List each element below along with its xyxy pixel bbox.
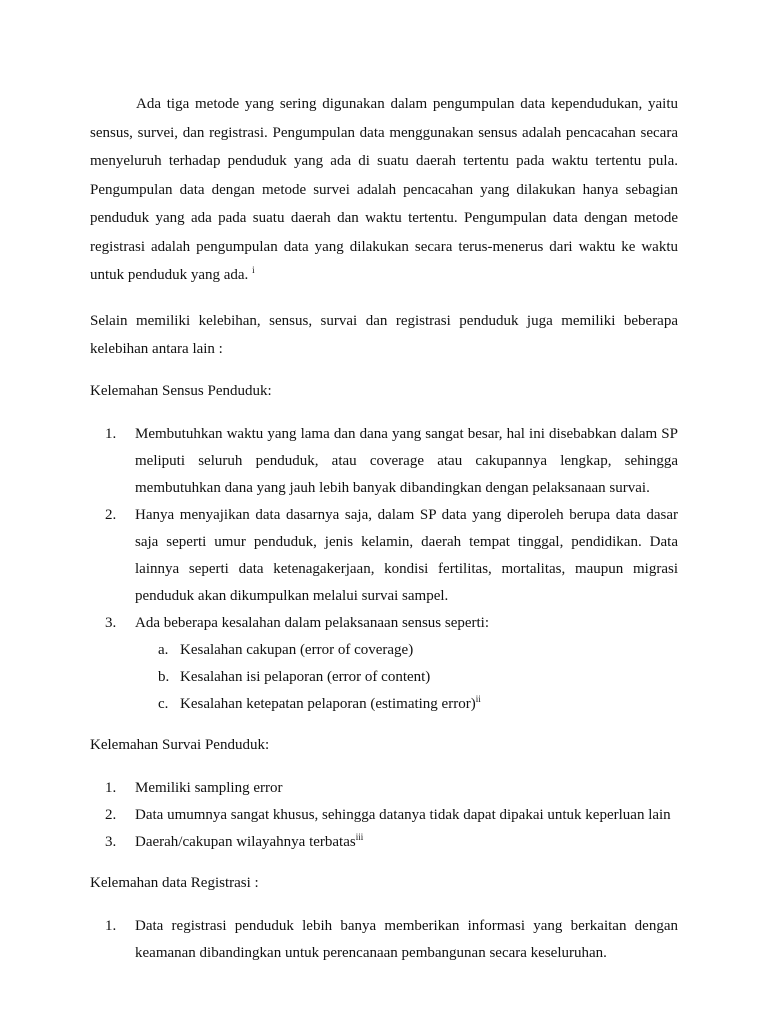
list-number: 3. bbox=[105, 614, 117, 631]
list-item bbox=[90, 775, 678, 802]
sublist-item bbox=[135, 637, 678, 664]
sublist-text: Kesalahan cakupan (error of coverage) bbox=[180, 641, 414, 658]
list-number: 1. bbox=[105, 917, 117, 934]
sensus-list bbox=[90, 421, 678, 718]
sublist-letter: b. bbox=[158, 668, 170, 685]
list-item bbox=[90, 913, 678, 967]
list-text: Ada beberapa kesalahan dalam pelaksanaan sensus seperti: bbox=[135, 614, 490, 631]
list-text: Daerah/cakupan wilayahnya terbatas$^{iii}$ bbox=[135, 831, 364, 850]
registrasi-heading: Kelemahan data Registrasi : bbox=[90, 874, 259, 891]
survai-heading: Kelemahan Survai Penduduk: bbox=[90, 736, 270, 753]
sensus-heading: Kelemahan Sensus Penduduk: bbox=[90, 382, 272, 399]
list-item bbox=[90, 829, 678, 856]
intro-paragraph: Ada tiga metode yang sering digunakan dalam pengumpulan data kependudukan, yaitu sensus, survei, dan registrasi. Pengumpulan data menggunakan sensus adalah pencacahan secara menyeluruh terhadap penduduk yang ada di suatu daerah tertentu pada waktu tertentu pula. Pengumpulan data dengan metode survei adalah pencacahan yang dilakukan hanya sebagian penduduk yang ada pada suatu daerah dan waktu tertentu. Pengumpulan data dengan metode registrasi adalah pengumpulan data yang dilakukan secara terus-menerus dari waktu ke waktu untuk penduduk yang ada. $^i$ bbox=[90, 96, 678, 283]
list-item bbox=[90, 502, 678, 610]
footnote-marker[interactable]: iii bbox=[355, 831, 364, 842]
sublist-text: Kesalahan ketepatan pelaporan (estimating error)$^{ii}$ bbox=[180, 693, 481, 712]
sensus-sublist bbox=[135, 637, 678, 718]
sublist-item bbox=[135, 691, 678, 718]
footnote-marker[interactable]: ii bbox=[475, 693, 481, 704]
list-text: Data registrasi penduduk lebih banya memberikan informasi yang berkaitan dengan keamanan dibandingkan untuk perencanaan pembangunan secara keseluruhan. bbox=[135, 917, 678, 961]
list-number: 2. bbox=[105, 506, 117, 523]
sublist-text: Kesalahan isi pelaporan (error of content) bbox=[180, 668, 431, 685]
sublist-letter: c. bbox=[158, 695, 169, 712]
survai-list bbox=[90, 775, 678, 856]
footnote-marker[interactable]: i bbox=[252, 265, 255, 275]
list-number: 3. bbox=[105, 833, 117, 850]
sublist-letter: a. bbox=[158, 641, 169, 658]
list-text: Hanya menyajikan data dasarnya saja, dalam SP data yang diperoleh berupa data dasar saja seperti umur penduduk, jenis kelamin, daerah tempat tinggal, pendidikan. Data lainnya seperti data ketenagakerjaan, kondisi fertilitas, mortalitas, maupun migrasi penduduk akan dikumpulkan melalui survai sampel. bbox=[135, 506, 678, 604]
list-text: Membutuhkan waktu yang lama dan dana yang sangat besar, hal ini disebabkan dalam SP meliputi seluruh penduduk, atau coverage atau cakupannya lengkap, sehingga membutuhkan dana yang jauh lebih banyak dibandingkan dengan pelaksanaan survai. bbox=[135, 425, 678, 496]
list-body bbox=[135, 610, 678, 718]
list-text: Data umumnya sangat khusus, sehingga datanya tidak dapat dipakai untuk keperluan lain bbox=[135, 806, 671, 823]
list-item bbox=[90, 802, 678, 829]
list-text: Memiliki sampling error bbox=[135, 779, 283, 796]
list-number: 1. bbox=[105, 425, 117, 442]
sublist-item bbox=[135, 664, 678, 691]
selain-paragraph: Selain memiliki kelebihan, sensus, survai dan registrasi penduduk juga memiliki beberapa kelebihan antara lain : bbox=[90, 312, 678, 357]
list-number: 1. bbox=[105, 779, 117, 796]
list-item bbox=[90, 421, 678, 502]
list-number: 2. bbox=[105, 806, 117, 823]
registrasi-list bbox=[90, 913, 678, 967]
list-item bbox=[90, 610, 678, 718]
